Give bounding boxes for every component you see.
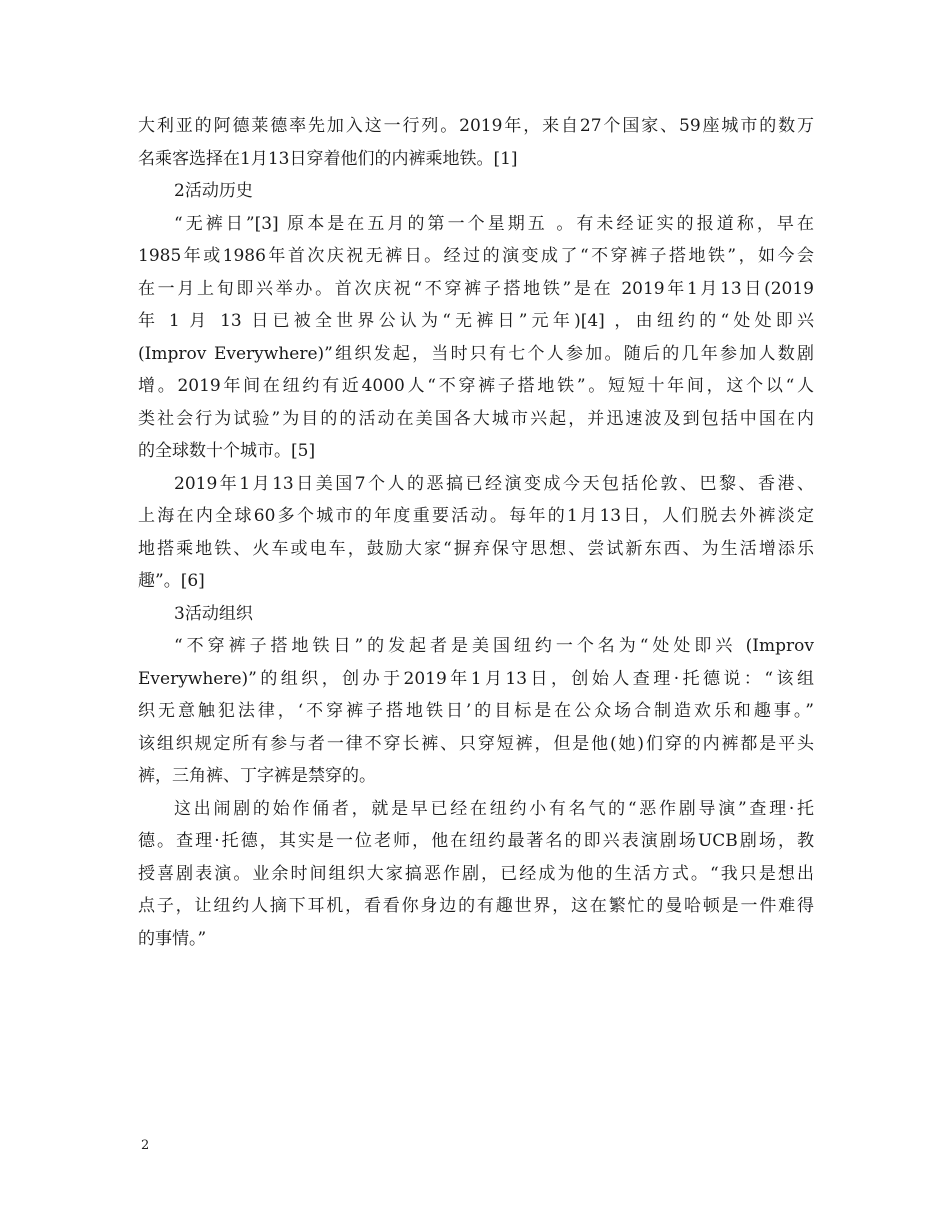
text-line: Everywhere)”的组织，创办于2019年1月13日，创始人查理·托德说：“该组 bbox=[138, 668, 814, 689]
text-line: (Improv Everywhere)”组织发起，当时只有七个人参加。随后的几年参加人数剧 bbox=[138, 343, 814, 364]
text-line: 地搭乘地铁、火车或电车，鼓励大家“摒弃保守思想、尝试新东西、为生活增添乐 bbox=[138, 538, 814, 559]
text-line: 裤，三角裤、丁字裤是禁穿的。 bbox=[138, 766, 376, 786]
section-heading: 3活动组织 bbox=[174, 603, 253, 624]
text-line: 年 1 月 13 日已被全世界公认为“无裤日”元年)[4] ，由纽约的“处处即兴 bbox=[138, 311, 814, 331]
text-line: 的事情。” bbox=[138, 928, 207, 949]
text-line: 织无意触犯法律，‘不穿裤子搭地铁日’的目标是在公众场合制造欢乐和趣事。” bbox=[138, 701, 814, 721]
text-line: 在一月上旬即兴举办。首次庆祝“不穿裤子搭地铁”是在 2019年1月13日(2019 bbox=[138, 278, 814, 299]
text-line: 的全球数十个城市。[5] bbox=[138, 441, 316, 461]
text-line: 授喜剧表演。业余时间组织大家搞恶作剧，已经成为他的生活方式。“我只是想出 bbox=[138, 863, 814, 884]
text-line: 增。2019年间在纽约有近4000人“不穿裤子搭地铁”。短短十年间，这个以“人 bbox=[138, 376, 814, 396]
text-line: 趣”。[6] bbox=[138, 571, 205, 591]
text-line: 上海在内全球60多个城市的年度重要活动。每年的1月13日，人们脱去外裤淡定 bbox=[138, 506, 814, 526]
section-heading: 2活动历史 bbox=[174, 181, 253, 201]
text-line: 这出闹剧的始作俑者，就是早已经在纽约小有名气的“恶作剧导演”查理·托 bbox=[174, 798, 814, 819]
page-number: 2 bbox=[141, 1138, 150, 1153]
text-line: 该组织规定所有参与者一律不穿长裤、只穿短裤，但是他(她)们穿的内裤都是平头 bbox=[138, 733, 814, 754]
text-line: 点子，让纽约人摘下耳机，看看你身边的有趣世界，这在繁忙的曼哈顿是一件难得 bbox=[138, 896, 814, 916]
text-line: 类社会行为试验”为目的的活动在美国各大城市兴起，并迅速波及到包括中国在内 bbox=[138, 408, 814, 429]
text-line: 德。查理·托德，其实是一位老师，他在纽约最著名的即兴表演剧场UCB剧场，教 bbox=[138, 831, 814, 851]
text-line: 2019年1月13日美国7个人的恶搞已经演变成今天包括伦敦、巴黎、香港、 bbox=[174, 473, 814, 494]
body-text bbox=[138, 110, 814, 955]
text-line: 1985年或1986年首次庆祝无裤日。经过的演变成了“不穿裤子搭地铁”，如今会 bbox=[138, 246, 814, 266]
text-line: “不穿裤子搭地铁日”的发起者是美国纽约一个名为“处处即兴 (Improv bbox=[174, 636, 814, 656]
text-line: “无裤日”[3] 原本是在五月的第一个星期五 。有未经证实的报道称，早在 bbox=[174, 213, 814, 234]
text-line: 名乘客选择在1月13日穿着他们的内裤乘地铁。[1] bbox=[138, 148, 518, 169]
text-line: 大利亚的阿德莱德率先加入这一行列。2019年，来自27个国家、59座城市的数万 bbox=[138, 116, 814, 136]
